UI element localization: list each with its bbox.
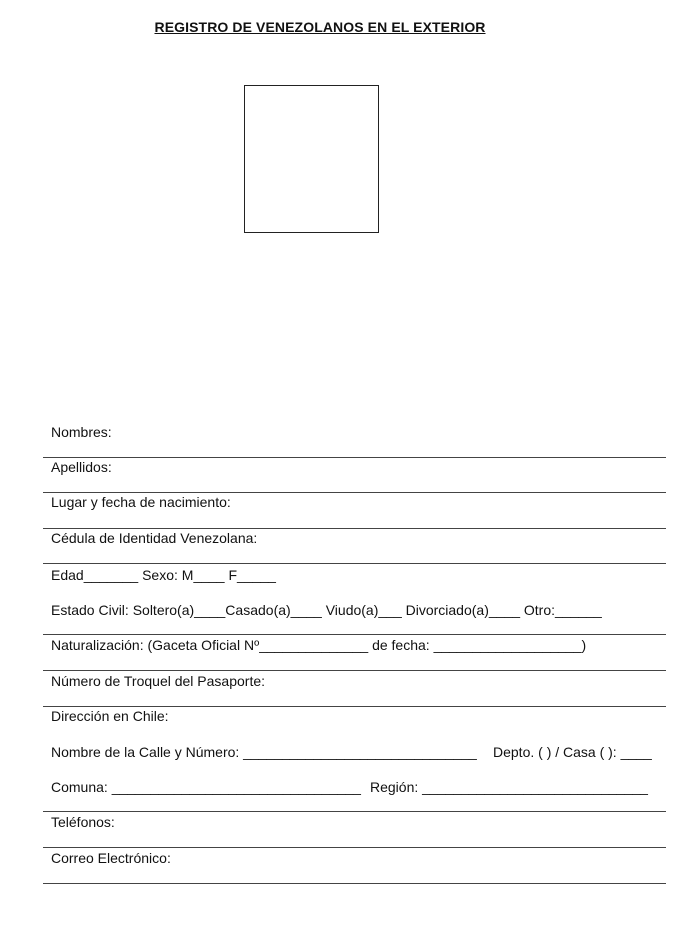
telefonos-line[interactable]: [43, 847, 666, 848]
lugar-fecha-line[interactable]: [43, 528, 666, 529]
troquel-line[interactable]: [43, 706, 666, 707]
lugar-fecha-label: Lugar y fecha de nacimiento:: [51, 494, 231, 510]
correo-line[interactable]: [43, 883, 666, 884]
nombres-line[interactable]: [43, 457, 666, 458]
apellidos-line[interactable]: [43, 492, 666, 493]
naturalizacion-field[interactable]: Naturalización: (Gaceta Oficial Nº______________ de fecha: ___________________): [51, 637, 587, 653]
estado-civil-line: [43, 634, 666, 635]
comuna-field[interactable]: Comuna: ________________________________: [51, 779, 361, 795]
form-title: REGISTRO DE VENEZOLANOS EN EL EXTERIOR: [154, 19, 486, 35]
direccion-label: Dirección en Chile:: [51, 708, 169, 724]
region-field[interactable]: Región: _____________________________: [370, 779, 648, 795]
photo-box: [244, 85, 379, 233]
apellidos-label: Apellidos:: [51, 459, 112, 475]
nombres-label: Nombres:: [51, 424, 112, 440]
edad-sexo-field[interactable]: Edad_______ Sexo: M____ F_____: [51, 567, 276, 583]
comuna-line: [43, 811, 666, 812]
cedula-label: Cédula de Identidad Venezolana:: [51, 530, 258, 546]
calle-field[interactable]: Nombre de la Calle y Número: ______________________________: [51, 744, 477, 760]
naturalizacion-line: [43, 670, 666, 671]
correo-label: Correo Electrónico:: [51, 850, 171, 866]
estado-civil-field[interactable]: Estado Civil: Soltero(a)____Casado(a)____ Viudo(a)___ Divorciado(a)____ Otro:______: [51, 602, 602, 618]
telefonos-label: Teléfonos:: [51, 814, 115, 830]
troquel-label: Número de Troquel del Pasaporte:: [51, 673, 266, 689]
depto-casa-field[interactable]: Depto. ( ) / Casa ( ): ____: [493, 744, 652, 760]
cedula-line[interactable]: [43, 563, 666, 564]
